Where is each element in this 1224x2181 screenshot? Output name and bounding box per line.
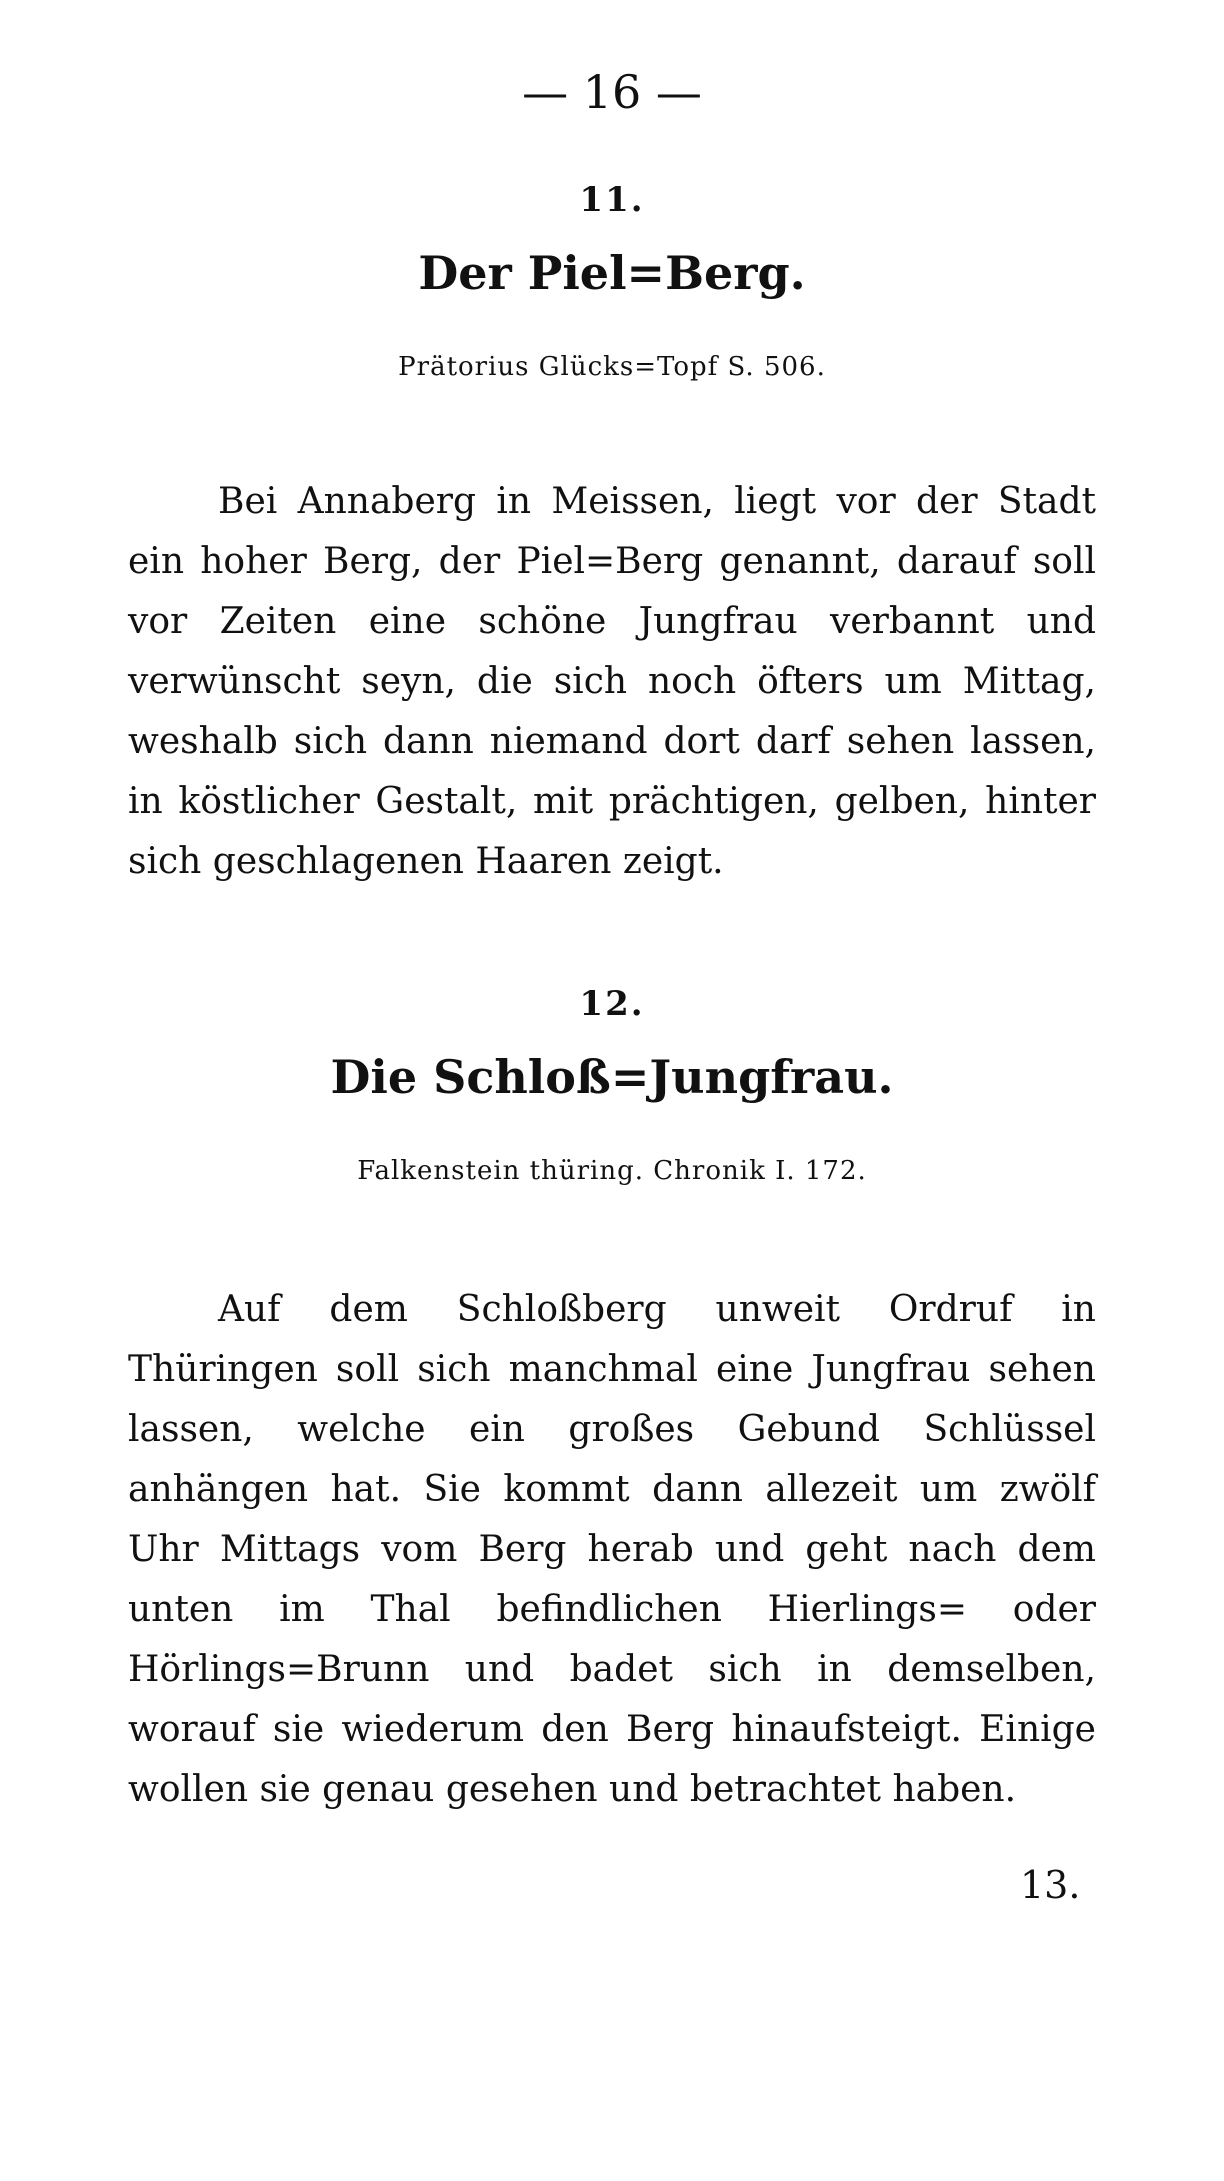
story-paragraph: Auf dem Schloßberg unweit Ordruf in Thüringen soll sich manchmal eine Jungfrau sehen lassen, welche ein großes Gebund Schlüssel anhängen hat. Sie kommt dann allezeit um zwölf Uhr Mittags vom Berg herab und geht nach dem unten im Thal befindlichen Hierlings= oder Hörlings=Brunn und badet sich in demselben, worauf sie wiederum den Berg hinaufsteigt. Einige wollen sie genau gesehen und betrachtet haben. <box>128 1289 1096 1810</box>
section-number: 11. <box>579 180 645 220</box>
page-number: — 16 — <box>522 65 702 119</box>
section-title: Die Schloß=Jungfrau. <box>330 1050 894 1104</box>
signature-mark: 13. <box>1020 1863 1081 1907</box>
section-title: Der Piel=Berg. <box>418 246 806 300</box>
story-paragraph: Bei Annaberg in Meissen, liegt vor der Stadt ein hoher Berg, der Piel=Berg genannt, darauf soll vor Zeiten eine schöne Jungfrau verbannt und verwünscht seyn, die sich noch öfters um Mittag, weshalb sich dann niemand dort darf sehen lassen, in köstlicher Gestalt, mit prächtigen, gelben, hinter sich geschlagenen Haaren zeigt. <box>128 481 1096 882</box>
source-citation: Prätorius Glücks=Topf S. 506. <box>398 352 826 382</box>
section-number: 12. <box>579 984 645 1024</box>
source-citation: Falkenstein thüring. Chronik I. 172. <box>357 1156 867 1186</box>
